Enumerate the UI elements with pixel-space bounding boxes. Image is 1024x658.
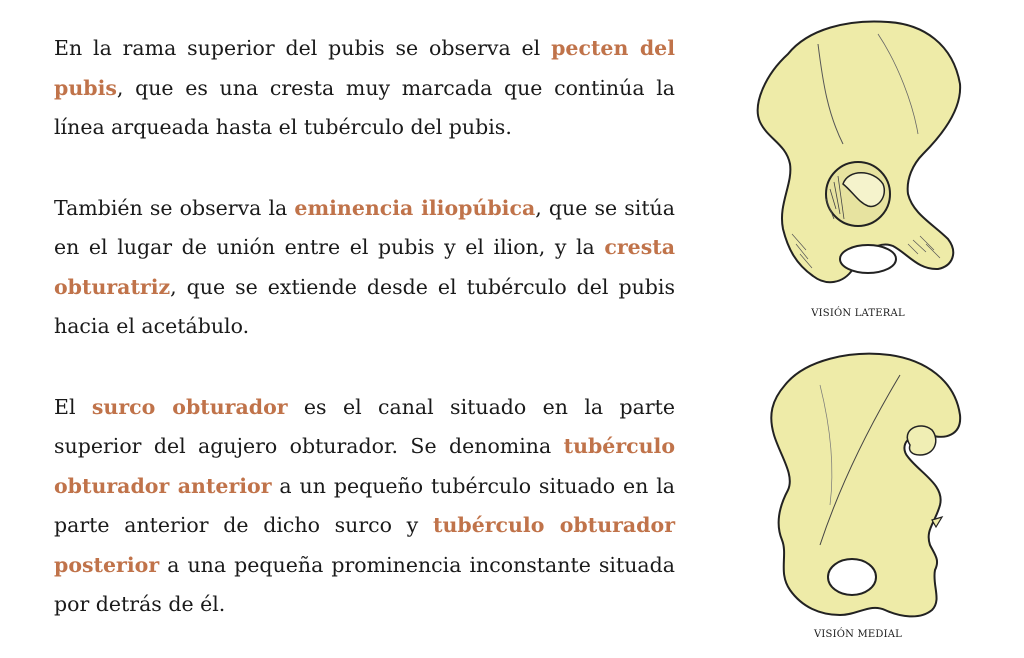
text-segment: El <box>54 394 92 419</box>
obturator-foramen <box>840 245 896 273</box>
term-eminencia-iliopubica: eminencia iliopúbica <box>294 195 536 220</box>
text-segment: a una pequeña prominencia inconstante situada por detrás de él. <box>54 552 675 616</box>
paragraph-surco <box>54 388 675 625</box>
text-segment: a un pequeño tubérculo situado en la parte anterior de dicho surco y <box>54 473 675 537</box>
hip-bone-lateral-illustration <box>748 14 962 304</box>
text-segment: En la rama superior del pubis se observa el <box>54 36 552 60</box>
hip-bone-lateral-svg <box>748 14 962 304</box>
text-segment: , que es una cresta muy marcada que continúa la línea arqueada hasta el tubérculo del pubis. <box>54 75 675 139</box>
ilium-wing-shape <box>758 21 960 282</box>
term-surco-obturador: surco obturador <box>91 394 288 419</box>
hip-bone-medial-illustration <box>760 345 965 627</box>
text-segment: También se observa la <box>54 195 295 220</box>
text-segment: es el canal situado en la parte superior del agujero obturador. Se denomina <box>54 394 675 458</box>
paragraph-eminencia <box>54 189 675 347</box>
auricular-surface <box>907 426 935 455</box>
term-tuberculo-obturador-posterior: tubérculo obturador posterior <box>54 513 675 577</box>
obturator-foramen-medial <box>828 559 876 595</box>
caption-medial: VISIÓN MEDIAL <box>813 629 903 640</box>
term-tuberculo-obturador-anterior: tubérculo obturador anterior <box>54 434 675 498</box>
term-cresta-obturatriz: cresta obturatriz <box>54 235 675 299</box>
caption-lateral: VISIÓN LATERAL <box>811 308 905 319</box>
hip-bone-medial-svg <box>760 345 965 627</box>
paragraph-pecten <box>54 29 675 148</box>
text-column <box>54 29 675 658</box>
text-segment: , que se extiende desde el tubérculo del pubis hacia el acetábulo. <box>54 274 675 338</box>
text-segment: , que se sitúa en el lugar de unión entre el pubis y el ilion, y la <box>54 195 675 259</box>
term-pecten-del-pubis: pecten del pubis <box>54 36 675 100</box>
